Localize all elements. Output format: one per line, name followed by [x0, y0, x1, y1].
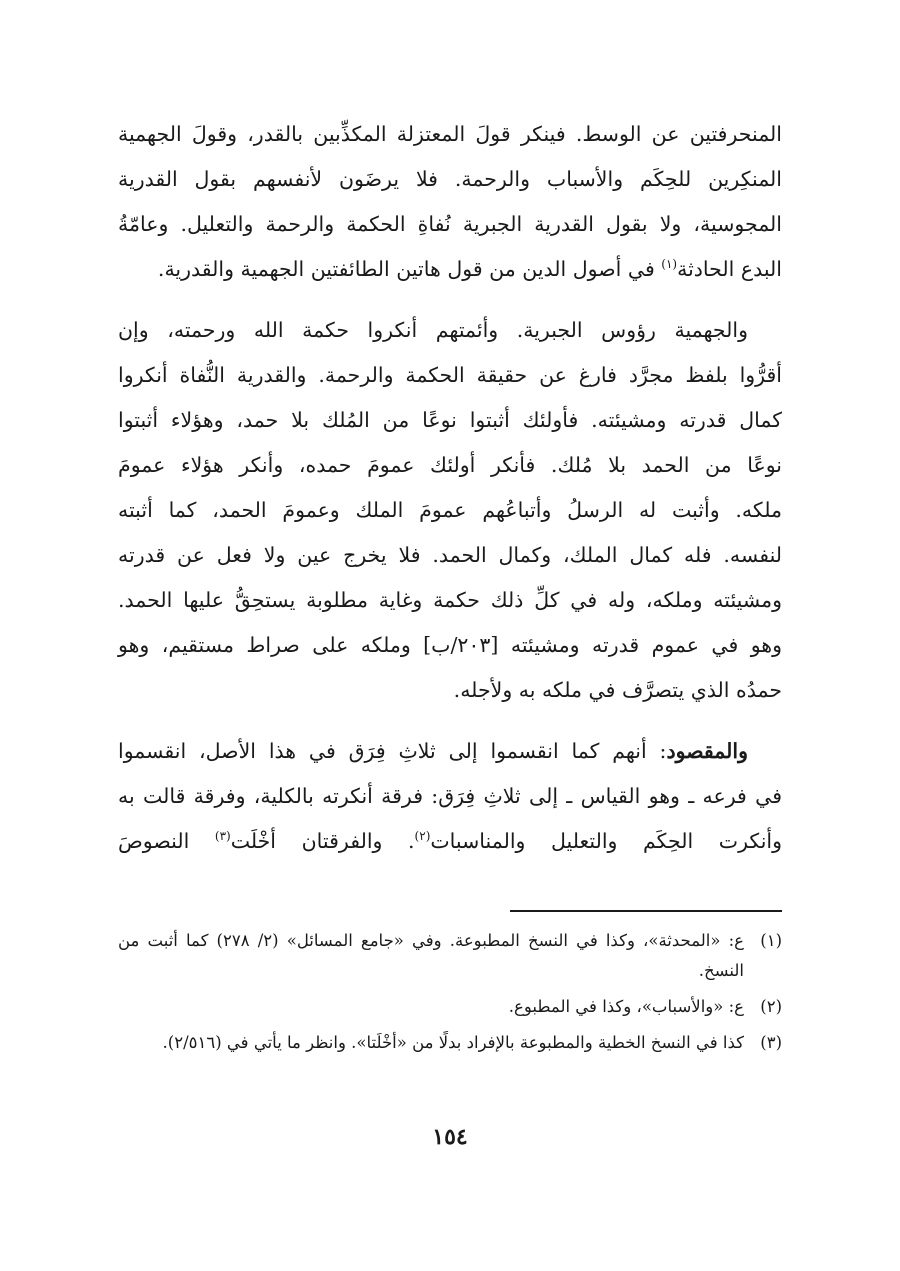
- text-line: كمال قدرته ومشيئته. فأولئك أثبتوا نوعًا من المُلك بلا حمد، وهؤلاء أثبتوا: [118, 408, 782, 432]
- main-text: [118, 112, 782, 880]
- text-line: المنحرفتين عن الوسط. فينكر قولَ المعتزلة المكذِّبين بالقدر، وقولَ الجهمية: [118, 122, 782, 146]
- footnote-text: ع: «والأسباب»، وكذا في المطبوع.: [508, 997, 744, 1016]
- text-segment: النصوصَ: [118, 829, 215, 853]
- text-line: لنفسه. فله كمال الملك، وكمال الحمد. فلا يخرج عين ولا فعل عن قدرته: [118, 543, 782, 567]
- text-line: أقرُّوا بلفظ مجرَّد فارغ عن حقيقة الحكمة والرحمة. والقدرية النُّفاة أنكروا: [118, 363, 782, 387]
- footnote-number: (٢): [760, 997, 782, 1016]
- text-segment: . والفرقتان أخْلَت: [230, 829, 415, 853]
- text-line: وهو في عموم قدرته ومشيئته [٢٠٣/ب] وملكه على صراط مستقيم، وهو: [118, 633, 782, 657]
- footnote-3: [118, 1028, 782, 1058]
- text-line: في فرعه ـ وهو القياس ـ إلى ثلاثِ فِرَق: فرقة أنكرته بالكلية، وفرقة قالت به: [118, 784, 782, 808]
- footnote-text: كذا في النسخ الخطية والمطبوعة بالإفراد بدلًا من «أخْلَتا». وانظر ما يأتي في (٢/٥١٦).: [162, 1033, 744, 1052]
- paragraph-2: [118, 308, 782, 713]
- footnote-2: [118, 992, 782, 1022]
- text-segment: في أصول الدين من قول هاتين الطائفتين الجهمية والقدرية.: [157, 257, 662, 281]
- footnote-number: (١): [760, 931, 782, 950]
- footnote-ref-1[interactable]: (١): [661, 257, 678, 272]
- text-line: ملكه. وأثبت له الرسلُ وأتباعُهم عمومَ الملك وعمومَ الحمد، كما أثبته: [118, 498, 782, 522]
- text-segment: البدع الحادثة: [677, 257, 782, 281]
- paragraph-3: [118, 729, 782, 864]
- text-segment: : أنهم كما انقسموا إلى ثلاثِ فِرَق في هذا الأصل، انقسموا: [118, 739, 667, 763]
- footnote-number: (٣): [760, 1033, 782, 1052]
- footnotes: [118, 926, 782, 1064]
- text-segment: وأنكرت الحِكَم والتعليل والمناسبات: [430, 829, 782, 853]
- text-line: المنكِرين للحِكَم والأسباب والرحمة. فلا يرضَون لأنفسهم بقول القدرية: [118, 167, 782, 191]
- text-line: [118, 247, 782, 292]
- text-line: [118, 819, 782, 864]
- text-line: والجهمية رؤوس الجبرية. وأئمتهم أنكروا حكمة الله ورحمته، وإن: [118, 318, 748, 342]
- paragraph-1: [118, 112, 782, 292]
- text-line: المجوسية، ولا بقول القدرية الجبرية نُفاةِ الحكمة والرحمة والتعليل. وعامّةُ: [118, 212, 782, 236]
- footnote-text: ع: «المحدثة»، وكذا في النسخ المطبوعة. وفي «جامع المسائل» (٢/ ٢٧٨) كما أثبت من النسخ.: [118, 931, 744, 980]
- footnote-ref-3[interactable]: (٣): [214, 829, 231, 844]
- footnote-1: [118, 926, 782, 986]
- page-number: ١٥٤: [432, 1124, 468, 1150]
- text-line: نوعًا من الحمد بلا مُلك. فأنكر أولئك عمومَ حمده، وأنكر هؤلاء عمومَ: [118, 453, 782, 477]
- text-line: حمدُه الذي يتصرَّف في ملكه به ولأجله.: [453, 678, 782, 702]
- paragraph-lead-word: والمقصود: [666, 739, 748, 763]
- footnote-ref-2[interactable]: (٢): [414, 829, 431, 844]
- text-line: ومشيئته وملكه، وله في كلِّ ذلك حكمة وغاية مطلوبة يستحِقُّ عليها الحمد.: [118, 588, 782, 612]
- footnote-separator: [510, 910, 782, 912]
- text-line: [118, 729, 782, 774]
